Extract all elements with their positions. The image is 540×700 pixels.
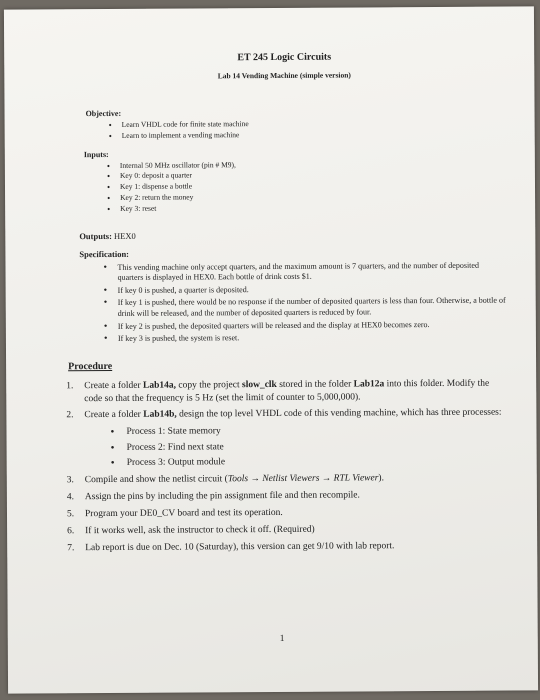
specification-heading: Specification:: [79, 248, 130, 259]
process-item: • Process 1: State memory: [126, 424, 506, 440]
procedure-step: [67, 472, 507, 487]
spec-item: • If key 0 is pushed, a quarter is deposited.: [118, 283, 506, 296]
procedure-step: [66, 377, 506, 405]
step-number: 4.: [66, 492, 75, 503]
step-text: Compile and show the netlist circuit (: [84, 474, 228, 486]
process-list: [84, 424, 506, 471]
step-text: Program your DE0_CV board and test its operation.: [84, 507, 283, 520]
document-subtitle: Lab 14 Vending Machine (simple version): [217, 70, 351, 81]
outputs-line: [79, 228, 505, 241]
procedure-step: [67, 505, 507, 520]
step-number: 5.: [66, 509, 75, 520]
procedure-step: [67, 489, 507, 504]
objective-heading: Objective:: [85, 108, 122, 119]
procedure-step: [67, 522, 507, 537]
objective-list: [86, 118, 505, 142]
objective-item: • Learn VHDL code for finite state machine: [122, 118, 505, 131]
procedure-step: [66, 407, 506, 471]
project-name: slow_clk: [241, 379, 277, 390]
process-item: • Process 2: Find next state: [127, 439, 507, 455]
step-number: 6.: [67, 525, 75, 536]
step-number: 1.: [66, 380, 74, 391]
folder-name: Lab14b,: [143, 409, 177, 421]
step-number: 3.: [66, 475, 74, 486]
step-text: ).: [378, 473, 384, 484]
step-number: 2.: [66, 410, 74, 421]
procedure-heading: Procedure: [68, 360, 113, 372]
step-text: Create a folder: [84, 380, 144, 391]
folder-name: Lab12a: [353, 379, 385, 390]
inputs-section: [84, 147, 505, 215]
procedure-list: [66, 377, 507, 554]
step-text: into this folder. Modify the code so that the frequency is 5 Hz (set the limit of counter to 5,000,000).: [84, 378, 490, 404]
menu-path: Tools → Netlist Viewers → RTL Viewer: [227, 473, 379, 485]
input-item: • Key 3: reset: [120, 201, 505, 214]
outputs-spec-section: [79, 228, 506, 345]
step-text: Assign the pins by including the pin assignment file and then recompile.: [84, 490, 360, 503]
document-title: ET 245 Logic Circuits: [237, 51, 332, 64]
page-number: 1: [279, 633, 285, 644]
outputs-value: HEX0: [111, 230, 136, 241]
specification-list: [79, 260, 505, 345]
spec-item: • This vending machine only accept quarters, and the maximum amount is 7 quarters, and the number of deposited quarters is displayed in HEX0. Each bottle of drink costs $1.: [117, 260, 505, 284]
document-content: [64, 51, 507, 559]
objective-section: [86, 107, 505, 142]
step-text: If it works well, ask the instructor to check it off. (Required): [85, 524, 315, 536]
objective-item: • Learn to implement a vending machine: [122, 128, 505, 141]
document-page: [4, 6, 538, 693]
input-item: • Key 1: dispense a bottle: [120, 180, 505, 193]
process-item: • Process 3: Output module: [127, 455, 507, 471]
input-item: • Key 2: return the money: [120, 191, 505, 204]
folder-name: Lab14a,: [143, 380, 177, 391]
inputs-list: [84, 158, 505, 215]
step-text: Create a folder: [84, 410, 144, 421]
spec-item: • If key 2 is pushed, the deposited quarters will be released and the display at HEX0 becomes zero.: [118, 319, 506, 332]
outputs-label: Outputs:: [79, 230, 112, 241]
input-item: • Internal 50 MHz oscillator (pin # M9),: [120, 158, 505, 171]
input-item: • Key 0: deposit a quarter: [120, 169, 505, 182]
inputs-heading: Inputs:: [83, 149, 109, 159]
step-text: design the top level VHDL code of this vending machine, which has three processes:: [176, 407, 502, 420]
step-text: copy the project: [176, 379, 243, 391]
step-number: 7.: [67, 542, 75, 553]
spec-item: • If key 3 is pushed, the system is reset.: [118, 332, 506, 345]
step-text: stored in the folder: [276, 379, 354, 390]
procedure-step: [67, 539, 507, 554]
step-text: Lab report is due on Dec. 10 (Saturday), this version can get 9/10 with lab report.: [85, 540, 395, 553]
spec-item: • If key 1 is pushed, there would be no response if the number of deposited quarters is less than four. Otherwise, a bottle of drink will be released, and the number of deposited quarters is reduced by four.: [118, 296, 506, 320]
